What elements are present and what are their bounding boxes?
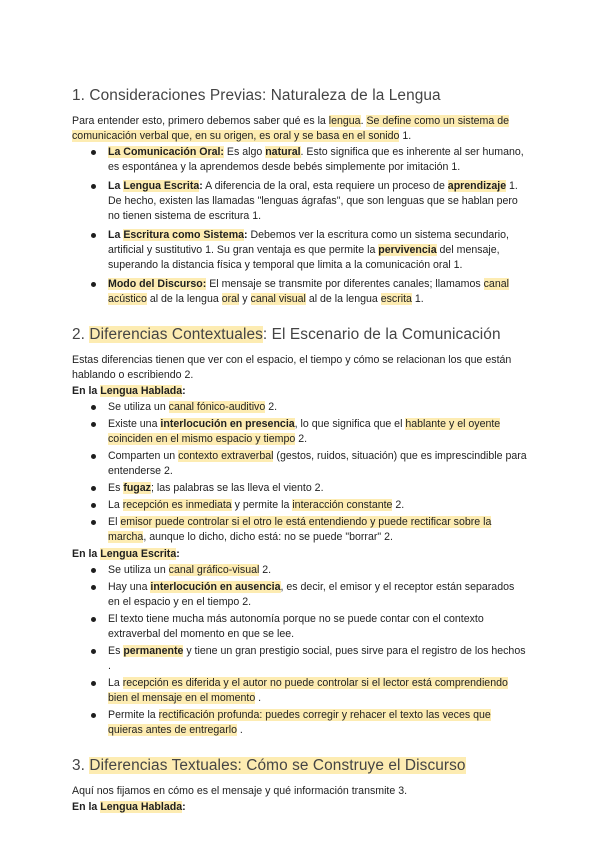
- document-content: [72, 86, 528, 815]
- list-item: La Lengua Escrita: A diferencia de la oral, esta requiere un proceso de aprendizaje 1. De hecho, existen las llamadas "lenguas ágrafas", que son lenguas que se hablan pero no tienen sistema de escritura 1.: [108, 179, 528, 224]
- list-item: Se utiliza un canal fónico-auditivo 2.: [108, 400, 528, 415]
- list-item: Comparten un contexto extraverbal (gestos, ruidos, situación) que es imprescindible para entenderse 2.: [108, 450, 527, 477]
- lengua-escrita-list: [72, 563, 528, 738]
- section-2-title: 2. Diferencias Contextuales: El Escenario de la Comunicación: [72, 326, 501, 343]
- list-item: El texto tiene mucha más autonomía porque no se puede contar con el contexto extraverbal del momento en que se lee.: [108, 612, 528, 642]
- list-item: La Comunicación Oral: Es algo natural. Esto significa que es inherente al ser humano, es espontánea y la aprendemos desde bebés simplemente por imitación 1.: [108, 145, 528, 175]
- section-3-title: 3. Diferencias Textuales: Cómo se Construye el Discurso: [72, 757, 466, 774]
- list-item: Hay una interlocución en ausencia, es decir, el emisor y el receptor están separados en el espacio y en el tiempo 2.: [108, 580, 528, 610]
- section-2-intro: Estas diferencias tienen que ver con el espacio, el tiempo y cómo se relacionan los que están hablando o escribiendo 2.: [72, 354, 512, 381]
- section-1-list: [72, 145, 528, 307]
- list-item: Permite la rectificación profunda: puedes corregir y rehacer el texto las veces que quieras antes de entregarlo .: [108, 708, 528, 738]
- subheading-lengua-hablada-3: En la Lengua Hablada:: [72, 801, 186, 813]
- section-3-intro: Aquí nos fijamos en cómo es el mensaje y qué información transmite 3.: [72, 785, 408, 797]
- list-item: La Escritura como Sistema: Debemos ver la escritura como un sistema secundario, artificial y sustitutivo 1. Su gran ventaja es que permite la pervivencia del mensaje, superando la distancia física y temporal que limita a la comunicación oral 1.: [108, 228, 528, 273]
- list-item: Existe una interlocución en presencia, lo que significa que el hablante y el oyente coinciden en el mismo espacio y tiempo 2.: [108, 417, 528, 447]
- section-1-title: 1. Consideraciones Previas: Naturaleza de la Lengua: [72, 87, 441, 104]
- subheading-lengua-escrita: En la Lengua Escrita:: [72, 548, 180, 560]
- list-item: Es fugaz; las palabras se las lleva el viento 2.: [108, 481, 528, 496]
- list-item: Es permanente y tiene un gran prestigio social, pues sirve para el registro de los hechos .: [108, 644, 528, 674]
- list-item: La recepción es diferida y el autor no puede controlar si el lector está comprendiendo bien el mensaje en el momento .: [108, 676, 528, 706]
- lengua-hablada-list: [72, 400, 528, 545]
- list-item: La recepción es inmediata y permite la interacción constante 2.: [108, 498, 528, 513]
- list-item: Se utiliza un canal gráfico-visual 2.: [108, 563, 528, 578]
- list-item: El emisor puede controlar si el otro le está entendiendo y puede rectificar sobre la marcha, aunque lo dicho, dicho está: no se puede "borrar" 2.: [108, 515, 528, 545]
- list-item: Modo del Discurso: El mensaje se transmite por diferentes canales; llamamos canal acústico al de la lengua oral y canal visual al de la lengua escrita 1.: [108, 277, 528, 307]
- subheading-lengua-hablada: En la Lengua Hablada:: [72, 385, 186, 397]
- section-1-intro: Para entender esto, primero debemos saber qué es la lengua. Se define como un sistema de comunicación verbal que, en su origen, es oral y se basa en el sonido 1.: [72, 115, 509, 142]
